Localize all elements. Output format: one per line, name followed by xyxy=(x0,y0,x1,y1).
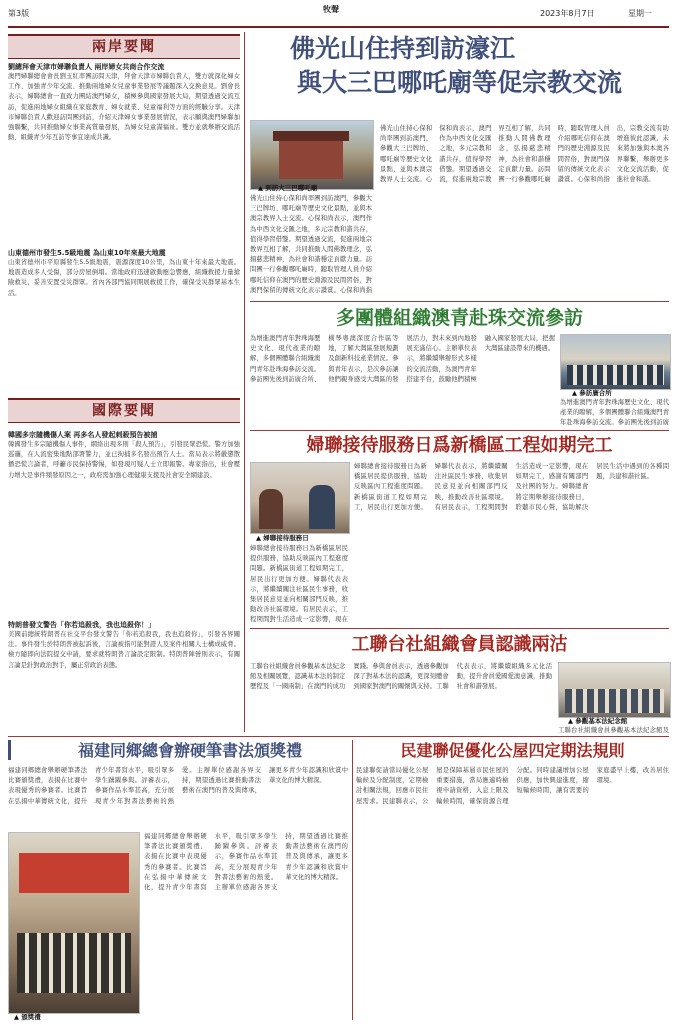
feature-body-col1: 佛光山住持心保和尚率團到訪澳門，參觀大三巴牌坊、哪吒廟等歷史文化景點，並與本澳宗教界人士交流。心保和尚表示，澳門作為中西文化交匯之地，多元宗教和諧共存，值得學習借鑒。期望透過交流，促進兩地宗教界互相了解，共同推動人間佛教理念，弘揚慈悲精神，為社會和諧穩定貢獻力量。訪問團一行參觀哪吒廟時，聽取管理人員介紹哪吒信仰在澳門的歷史淵源及民間習俗，對澳門保留的傳統文化表示讚賞。心保和尚指 xyxy=(250,195,372,294)
issue-date: 2023年8月7日 xyxy=(540,9,595,18)
youth-group-photo xyxy=(560,334,671,390)
caption-text: 到訪大三巴哪吒廟 xyxy=(265,184,318,192)
page-number: 第3版 xyxy=(8,9,30,18)
article-korea xyxy=(8,430,240,610)
group-people-shape xyxy=(567,365,664,385)
page-header xyxy=(8,6,669,28)
section-divider xyxy=(250,430,669,431)
issue-weekday: 星期一 xyxy=(628,9,652,18)
photo-caption xyxy=(256,533,309,542)
person-shape xyxy=(309,485,335,529)
calligraphy-body-top: 福建同鄉總會舉辦硬筆書法比賽頒獎禮，表揚在比賽中表現優秀的參賽者。比賽旨在弘揚中華傳統文化，提升青少年書寫水平，吸引眾多學生踴躍參與。評審表示，參賽作品水準甚高，充分展現青少年對書法藝術的熱愛。主辦單位感謝各界支持，期望透過比賽推動書法藝術在澳門的普及與傳承，讓更多青少年認識和欣賞中華文化的博大精深。 xyxy=(8,767,348,805)
article-tianjin xyxy=(8,62,240,242)
section-divider xyxy=(250,301,669,302)
caption-marker-icon: ▲ xyxy=(258,184,263,192)
calligraphy-ceremony-photo xyxy=(8,832,140,1014)
group-people-shape xyxy=(565,689,664,713)
headline: 特朗普發文警告「你若追殺我，我也追殺你！」 xyxy=(8,621,155,629)
section-header-international: 國際要聞 xyxy=(8,398,240,423)
headline: 劉總拜會天津市婦聯負責人 兩岸婦女共商合作交流 xyxy=(8,63,165,71)
headline: 韓國多宗隨機傷人案 再多名人發起刺殺預告被捕 xyxy=(8,431,158,439)
photo-caption xyxy=(14,1012,41,1021)
women-body-col1: 婦聯總會接待服務日為新橋區居民提供服務，協助反映區內工程進度問題。新橋區街道工程如期完工，居民出行更加方便。婦聯代表表示，將繼續關注社區民生事務，收集居民意見並向相關部門反映，推動改善社區環境。有居民表示，工程期間對生活造成一定影響，現在 xyxy=(250,545,348,624)
photo-caption xyxy=(568,716,627,725)
workers-body: 工聯台社組織會員參觀基本法紀念館及相關展覽，認識基本法的制定歷程及「一國兩制」在澳門的成功實踐。參與會員表示，透過參觀加深了對基本法的認識，更深刻體會到國家對澳門的關懷與支持。工聯代表表示，將繼續組織多元化活動，提升會員愛國愛澳意識，推動社會和諧發展。 xyxy=(250,663,552,691)
caption-text: 婦聯接待服務日 xyxy=(263,534,309,542)
article-trump xyxy=(8,620,240,732)
group-people-shape xyxy=(17,933,131,993)
person-shape xyxy=(259,489,283,529)
article-body: 美國前總統特朗普在社交平台發文警告「你若追殺我，我也追殺你」，引發各界關注。事件發生於特朗普被起訴後，言論被指可能對證人及案件相關人士構成威脅。檢方隨即向法院提交申請，要求就特朗普言論設定限制。特朗普陣營則表示，有關言論是針對政治對手，屬正常政治表態。 xyxy=(8,631,240,669)
women-headline: 婦聯接待服務日爲新橋區工程如期完工 xyxy=(306,435,613,456)
women-service-photo xyxy=(250,462,350,534)
calligraphy-headline: 福建同鄉總會辦硬筆書法頒獎禮 xyxy=(77,741,302,760)
caption-marker-icon: ▲ xyxy=(14,1013,19,1021)
temple-photo xyxy=(250,120,374,190)
feature-body: 佛光山住持心保和尚率團到訪澳門，參觀大三巴牌坊、哪吒廟等歷史文化景點，並與本澳宗教界人士交流。心保和尚表示，澳門作為中西文化交匯之地，多元宗教和諧共存，值得學習借鑒。期望透過交流，促進兩地宗教界互相了解，共同推動人間佛教理念，弘揚慈悲精神，為社會和諧穩定貢獻力量。訪問團一行參觀哪吒廟時，聽取管理人員介紹哪吒信仰在澳門的歷史淵源及民間習俗，對澳門保留的傳統文化表示讚賞。心保和尚指出，宗教交流有助增進彼此認識，未來將加強與本澳各界聯繫，舉辦更多文化交流活動，促進社會和諧。 xyxy=(380,125,669,184)
photo-caption xyxy=(258,183,317,192)
article-body: 韓國發生多宗隨機傷人事件，網絡出現多則「殺人預告」，引發民眾恐慌。警方加強巡邏，在人流密集地點部署警力，並已拘捕多名發出預告人士。當局表示將嚴懲散播恐慌言論者，呼籲市民保持警惕，如發現可疑人士立即報警。專家指出，社會壓力增大是事件頻發原因之一，政府需加強心理健康支援及社會安全網建設。 xyxy=(8,441,240,479)
article-body: 澳門婦聯總會會長劉玉紅率團訪問天津，拜會天津市婦聯負責人，雙方就深化婦女工作、加強青少年交流、推動兩地婦女兒童事業發展等議題深入交換意見。劉會長表示，婦聯總會一直致力團結澳門婦女，積極參與國家發展大局，期望透過交流互訪，促進兩地婦女組織在家庭教育、婦女就業、兒童福利等方面的經驗分享。天津市婦聯負責人歡迎訪問團到訪，介紹天津婦女事業發展情況，表示願與澳門婦聯加強聯繫，共同推動婦女事業高質量發展，為婦女兒童謀福祉。雙方並就舉辦交流活動、組織青少年互訪等事宜達成共識。 xyxy=(8,73,240,142)
photo-caption xyxy=(572,388,612,397)
democracy-body: 民建聯促請當局優化公屋輪候及分配制度，定期檢討相關法規，回應市民住屋需求。民建聯表示，公屋是保障基層市民住屋的重要措施，當局應適時檢視申請資格、入息上限及輪候時間，確保資源合理分配。同時建議增加公屋供應，加快興建進度，縮短輪候時間，讓有需要的家庭盡早上樓，改善居住環境。 xyxy=(356,767,669,805)
temple-roof-shape xyxy=(273,131,349,141)
banner-shape xyxy=(19,853,129,893)
headline-line2: 與大三巴哪吒廟等促宗教交流 xyxy=(296,68,622,97)
section-header-cross-strait: 兩岸要聞 xyxy=(8,34,240,59)
youth-body-side: 為增進澳門青年對珠海歷史文化、現代產業的瞭解，多個團體聯合組織澳門青年赴珠海參訪交流。參訪團先後到訪廣 xyxy=(560,399,669,427)
article-body: 山東省德州市平原縣發生5.5級地震，震源深度10公里，為山東十年來最大地震。地震造成多人受傷，部分房屋倒塌。當地政府迅速啟動應急響應，組織救援力量搶險救災，妥善安置受災群眾。省內各部門協同開展救援工作，確保受災群眾基本生活。 xyxy=(8,259,240,297)
headline-line1: 佛光山住持到訪濠江 xyxy=(290,34,516,63)
caption-marker-icon: ▲ xyxy=(568,717,573,725)
section-divider xyxy=(8,736,669,737)
democracy-headline: 民建聯促優化公屋四定期法規則 xyxy=(400,741,625,760)
column-divider xyxy=(352,740,353,1020)
workers-group-photo xyxy=(558,662,671,718)
calligraphy-body: 福建同鄉總會舉辦硬筆書法比賽頒獎禮，表揚在比賽中表現優秀的參賽者。比賽旨在弘揚中華傳統文化，提升青少年書寫水平，吸引眾多學生踴躍參與。評審表示，參賽作品水準甚高，充分展現青少年對書法藝術的熱愛。主辦單位感謝各界支持，期望透過比賽推動書法藝術在澳門的普及與傳承，讓更多青少年認識和欣賞中華文化的博大精深。 xyxy=(144,833,348,892)
caption-text: 參訪廣合所 xyxy=(579,389,612,397)
feature-headline xyxy=(250,32,669,124)
newspaper-logo: 牧聲 xyxy=(323,4,339,14)
section-divider xyxy=(250,628,669,629)
youth-headline: 多團體組織澳青赴珠交流參訪 xyxy=(335,307,583,329)
caption-marker-icon: ▲ xyxy=(256,534,261,542)
women-body: 婦聯總會接待服務日為新橋區居民提供服務，協助反映區內工程進度問題。新橋區街道工程如期完工，居民出行更加方便。婦聯代表表示，將繼續關注社區民生事務，收集居民意見並向相關部門反映，推動改善社區環境。有居民表示，工程期間對生活造成一定影響，現在如期完工，感謝有關部門及社團的努力。婦聯總會將定期舉辦接待服務日，聆聽市民心聲，協助解決居民生活中遇到的各種問題，共建和諧社區。 xyxy=(354,463,669,511)
workers-headline: 工聯台社組織會員認識兩沽 xyxy=(351,634,568,655)
caption-text: 參觀基本法紀念館 xyxy=(575,717,628,725)
workers-body-side: 工聯台社組織會員參觀基本法紀念館及 xyxy=(558,727,669,734)
caption-text: 頒獎禮 xyxy=(21,1013,41,1021)
article-earthquake xyxy=(8,248,240,400)
accent-bar xyxy=(8,740,23,760)
temple-building-shape xyxy=(279,139,343,179)
youth-body: 為增進澳門青年對珠海歷史文化、現代產業的瞭解，多個團體聯合組織澳門青年赴珠海參訪交流。參訪團先後到訪廣合所、橫琴粵澳深度合作區等地，了解大灣區發展規劃及創新科技產業情況。參與青年表示，是次參訪讓他們親身感受大灣區的發展活力，對未來到內地發展充滿信心。主辦單位表示，將繼續舉辦形式多樣的交流活動，為澳門青年搭建平台，鼓勵他們積極融入國家發展大局，把握大灣區建設帶來的機遇。 xyxy=(250,335,555,383)
headline: 山東德州市發生5.5級地震 為山東10年來最大地震 xyxy=(8,249,166,257)
caption-marker-icon: ▲ xyxy=(572,389,577,397)
column-divider xyxy=(244,32,245,732)
